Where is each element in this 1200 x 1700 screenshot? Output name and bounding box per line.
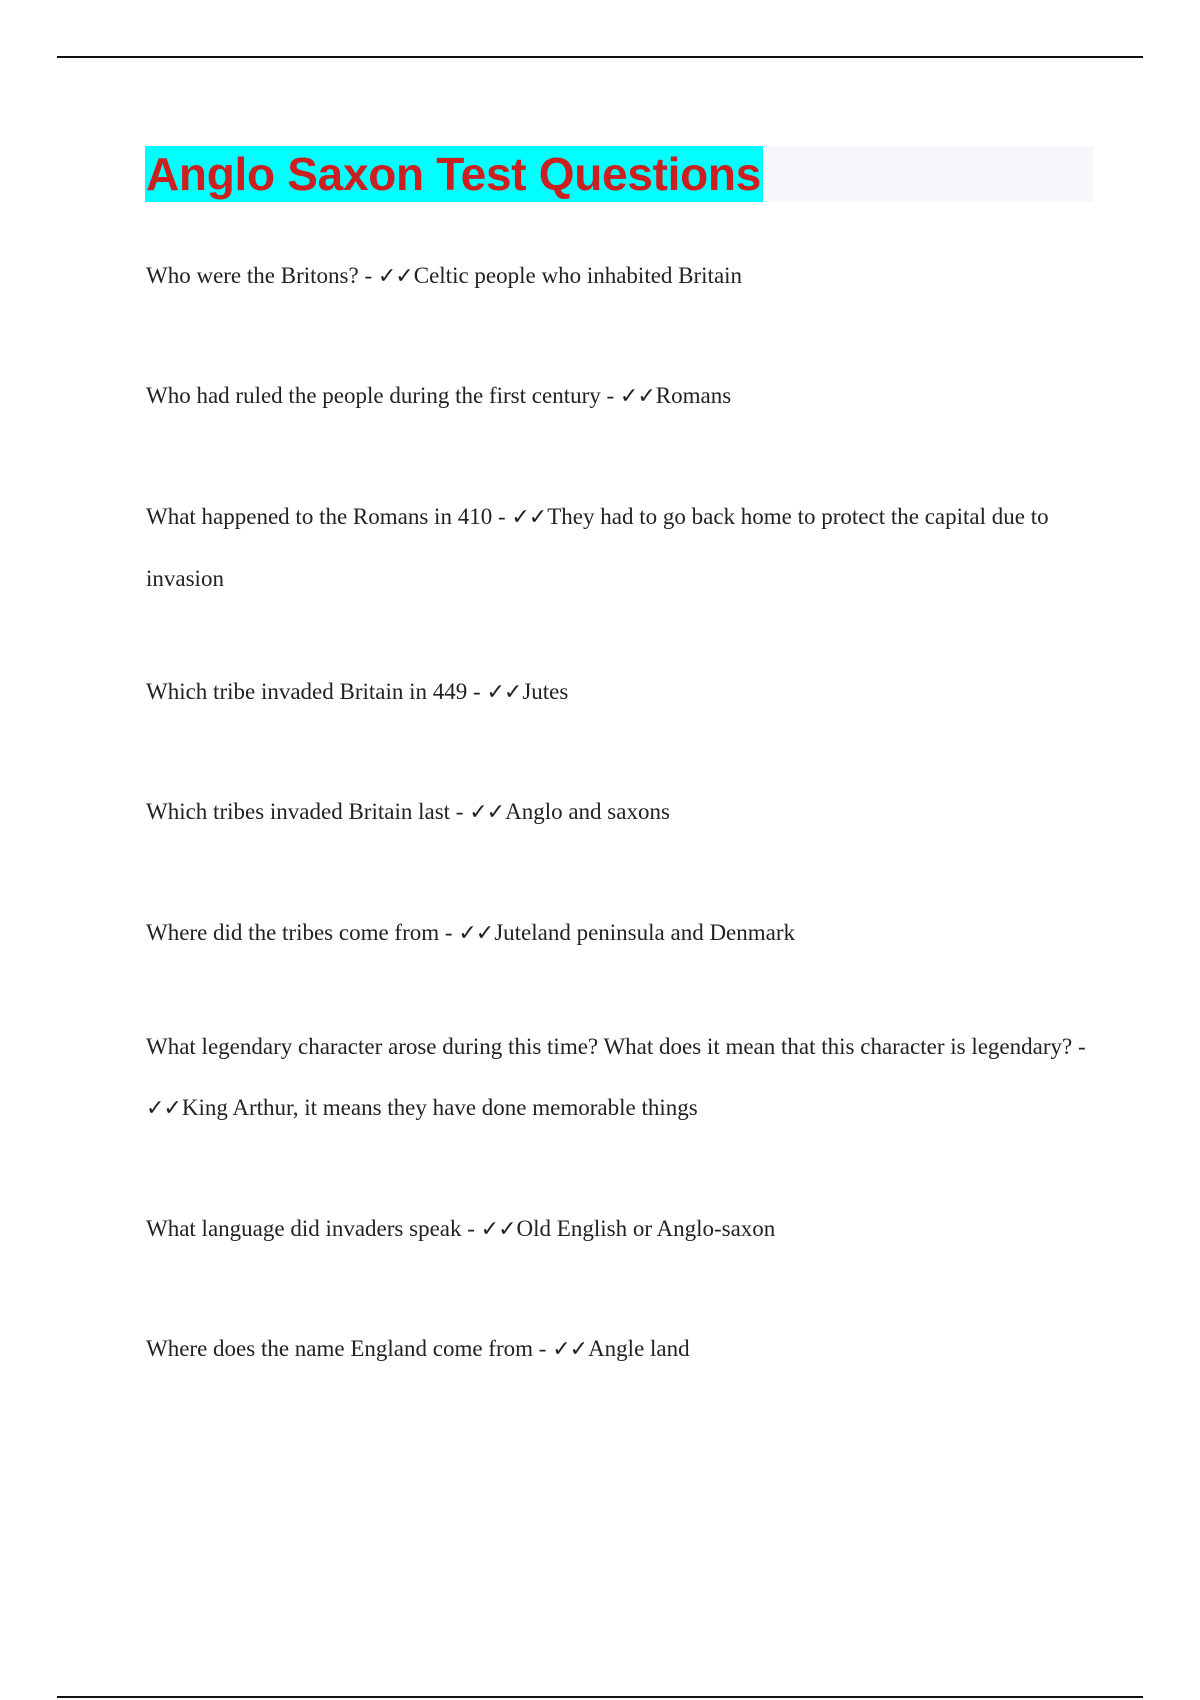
qa-item [146, 245, 1096, 307]
qa-item [146, 781, 1096, 843]
question-text: Where does the name England come from [146, 1336, 534, 1361]
answer-text: Juteland peninsula and Denmark [494, 920, 796, 945]
separator: - [439, 920, 459, 945]
answer-text: King Arthur, it means they have done memorable things [181, 1095, 698, 1120]
check-icon: ✓✓ [486, 680, 522, 705]
check-icon: ✓✓ [480, 1217, 516, 1242]
question-text: Which tribe invaded Britain in 449 [146, 679, 468, 704]
qa-item [146, 365, 1096, 427]
qa-item [146, 1318, 1096, 1380]
separator: - [358, 263, 378, 288]
question-text: What legendary character arose during this time? What does it mean that this character is legendary? [146, 1034, 1073, 1059]
separator: - [461, 1216, 481, 1241]
answer-text: Anglo and saxons [505, 799, 670, 824]
qa-item [146, 1198, 1096, 1260]
check-icon: ✓✓ [458, 921, 494, 946]
page-title: Anglo Saxon Test Questions [146, 148, 761, 200]
answer-text: Angle land [588, 1336, 690, 1361]
check-icon: ✓✓ [552, 1337, 588, 1362]
answer-text: Celtic people who inhabited Britain [413, 263, 743, 288]
question-text: What language did invaders speak [146, 1216, 462, 1241]
question-text: Where did the tribes come from [146, 920, 440, 945]
answer-text: Romans [655, 383, 732, 408]
separator: - [1072, 1034, 1086, 1059]
check-icon: ✓✓ [377, 264, 413, 289]
check-icon: ✓✓ [469, 800, 505, 825]
separator: - [600, 383, 620, 408]
bottom-rule [57, 1696, 1143, 1698]
separator: - [492, 504, 512, 529]
top-rule [57, 56, 1143, 58]
qa-item [146, 661, 1096, 723]
question-text: Who were the Britons? [146, 263, 359, 288]
separator: - [450, 799, 470, 824]
check-icon: ✓✓ [511, 505, 547, 530]
answer-text: Jutes [522, 679, 569, 704]
question-text: What happened to the Romans in 410 [146, 504, 493, 529]
qa-item [146, 486, 1096, 609]
qa-item [146, 902, 1096, 964]
answer-text: Old English or Anglo-saxon [516, 1216, 776, 1241]
question-text: Who had ruled the people during the first century [146, 383, 601, 408]
qa-item [146, 1016, 1096, 1139]
check-icon: ✓✓ [619, 384, 655, 409]
answer-text: They had to go back home to protect the capital due to invasion [146, 504, 1049, 591]
separator: - [533, 1336, 553, 1361]
separator: - [467, 679, 487, 704]
question-text: Which tribes invaded Britain last [146, 799, 451, 824]
check-icon: ✓✓ [146, 1096, 181, 1121]
